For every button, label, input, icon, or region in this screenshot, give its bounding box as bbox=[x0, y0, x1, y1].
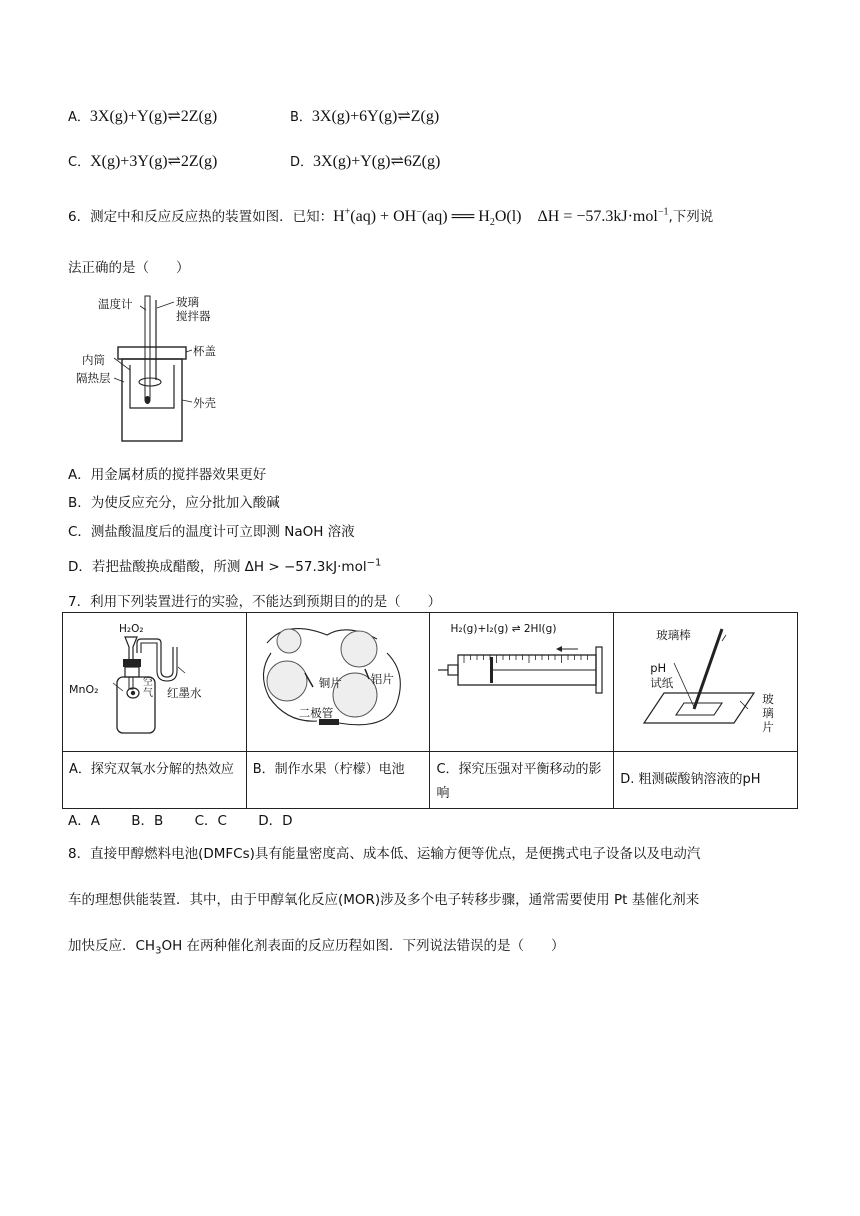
label-copper: 铜片 bbox=[318, 676, 342, 690]
label-shell: 外壳 bbox=[193, 396, 216, 410]
caption-d: D. 粗测碳酸钠溶液的pH bbox=[614, 752, 798, 809]
label-glass: 玻璃 bbox=[176, 295, 199, 309]
option-sup: −1 bbox=[366, 557, 382, 569]
apparatus-b-cell bbox=[246, 613, 430, 752]
option-text: D．若把盐酸换成醋酸，所测 ΔH > −57.3kJ·mol bbox=[68, 559, 367, 575]
q6-option-d bbox=[68, 555, 381, 575]
eq-sup: −1 bbox=[657, 206, 669, 218]
apparatus-c-cell bbox=[430, 613, 614, 752]
q8-text: 加快反应．CH bbox=[68, 938, 156, 954]
apparatus-d-cell bbox=[614, 613, 798, 752]
q6-option-c: C．测盐酸温度后的温度计可立即测 NaOH 溶液 bbox=[68, 524, 355, 540]
label-inner-cup: 内筒 bbox=[82, 353, 105, 367]
q5-option-b bbox=[290, 106, 439, 126]
label-red-ink: 红墨水 bbox=[167, 686, 202, 700]
label-reaction: H₂(g)+I₂(g) ⇌ 2HI(g) bbox=[450, 623, 557, 635]
eq-part: O(l) bbox=[494, 208, 522, 225]
apparatus-a-cell bbox=[63, 613, 247, 752]
equation: X(g)+3Y(g)⇌2Z(g) bbox=[90, 153, 218, 170]
caption-a: A．探究双氧水分解的热效应 bbox=[63, 752, 247, 809]
label-h2o2: H₂O₂ bbox=[119, 623, 144, 635]
label-glass-rod: 玻璃棒 bbox=[656, 628, 691, 642]
eq-part: H bbox=[333, 208, 345, 225]
eq-sup: + bbox=[344, 206, 351, 218]
eq-part: (aq) + OH bbox=[350, 208, 417, 225]
label-air: 空气 bbox=[143, 677, 153, 699]
label-test-paper: 试纸 bbox=[650, 676, 674, 690]
label-aluminum: 铝片 bbox=[370, 672, 394, 686]
q6-equation bbox=[333, 206, 669, 229]
q6-stem-text: 6．测定中和反应反应热的装置如图．已知： bbox=[68, 209, 334, 225]
label-glass-slide-3: 片 bbox=[762, 720, 774, 734]
eq-part: (aq) ══ H bbox=[421, 208, 490, 225]
option-label: B． bbox=[290, 110, 312, 125]
equation: 3X(g)+6Y(g)⇌Z(g) bbox=[311, 108, 440, 125]
delta-h: ΔH = −57.3kJ·mol bbox=[537, 208, 658, 225]
q8-text: OH 在两种催化剂表面的反应历程如图．下列说法错误的是（ ） bbox=[161, 938, 565, 954]
q8-line-2: 车的理想供能装置．其中，由于甲醇氧化反应(MOR)涉及多个电子转移步骤，通常需要使用 Pt 基催化剂来 bbox=[68, 892, 700, 908]
q8-line-1: 8．直接甲醇燃料电池(DMFCs)具有能量密度高、成本低、运输方便等优点，是便携式电子设备以及电动汽 bbox=[68, 846, 701, 862]
label-ph: pH bbox=[650, 661, 667, 675]
option-label: D． bbox=[290, 155, 314, 170]
label-lid: 杯盖 bbox=[193, 344, 216, 358]
option-label: A． bbox=[68, 110, 90, 125]
q6-stem-text: ,下列说 bbox=[668, 209, 714, 225]
q5-option-c bbox=[68, 151, 217, 171]
option-label: C． bbox=[68, 155, 91, 170]
q7-stem: 7．利用下列装置进行的实验，不能达到预期目的的是（ ） bbox=[68, 594, 442, 610]
q6-option-b: B．为使反应充分，应分批加入酸碱 bbox=[68, 495, 280, 511]
label-insulation: 隔热层 bbox=[76, 371, 111, 385]
q7-apparatus-table bbox=[62, 612, 798, 809]
q8-line-3 bbox=[68, 934, 565, 957]
q6-option-a: A．用金属材质的搅拌器效果更好 bbox=[68, 467, 267, 483]
caption-b: B．制作水果（柠檬）电池 bbox=[246, 752, 430, 809]
equation: 3X(g)+Y(g)⇌2Z(g) bbox=[89, 108, 218, 125]
label-diode: 二极管 bbox=[298, 706, 334, 720]
label-glass-slide-2: 璃 bbox=[762, 706, 774, 720]
equation: 3X(g)+Y(g)⇌6Z(g) bbox=[313, 153, 441, 170]
label-glass-slide-1: 玻 bbox=[762, 692, 774, 706]
label-thermometer: 温度计 bbox=[98, 297, 133, 311]
q6-stem-line2: 法正确的是（ ） bbox=[68, 260, 190, 276]
label-mno2: MnO₂ bbox=[69, 683, 99, 696]
label-stirrer: 搅拌器 bbox=[176, 309, 211, 323]
q8-sub: 3 bbox=[155, 945, 162, 957]
q7-answer-options: A．A B．B C．C D．D bbox=[68, 813, 293, 829]
q5-option-d bbox=[290, 151, 440, 171]
eq-sub: 2 bbox=[489, 217, 495, 229]
caption-c: C．探究压强对平衡移动的影响 bbox=[430, 752, 614, 809]
eq-sup: − bbox=[416, 206, 422, 218]
q5-option-a bbox=[68, 106, 217, 126]
q6-stem bbox=[68, 205, 713, 228]
